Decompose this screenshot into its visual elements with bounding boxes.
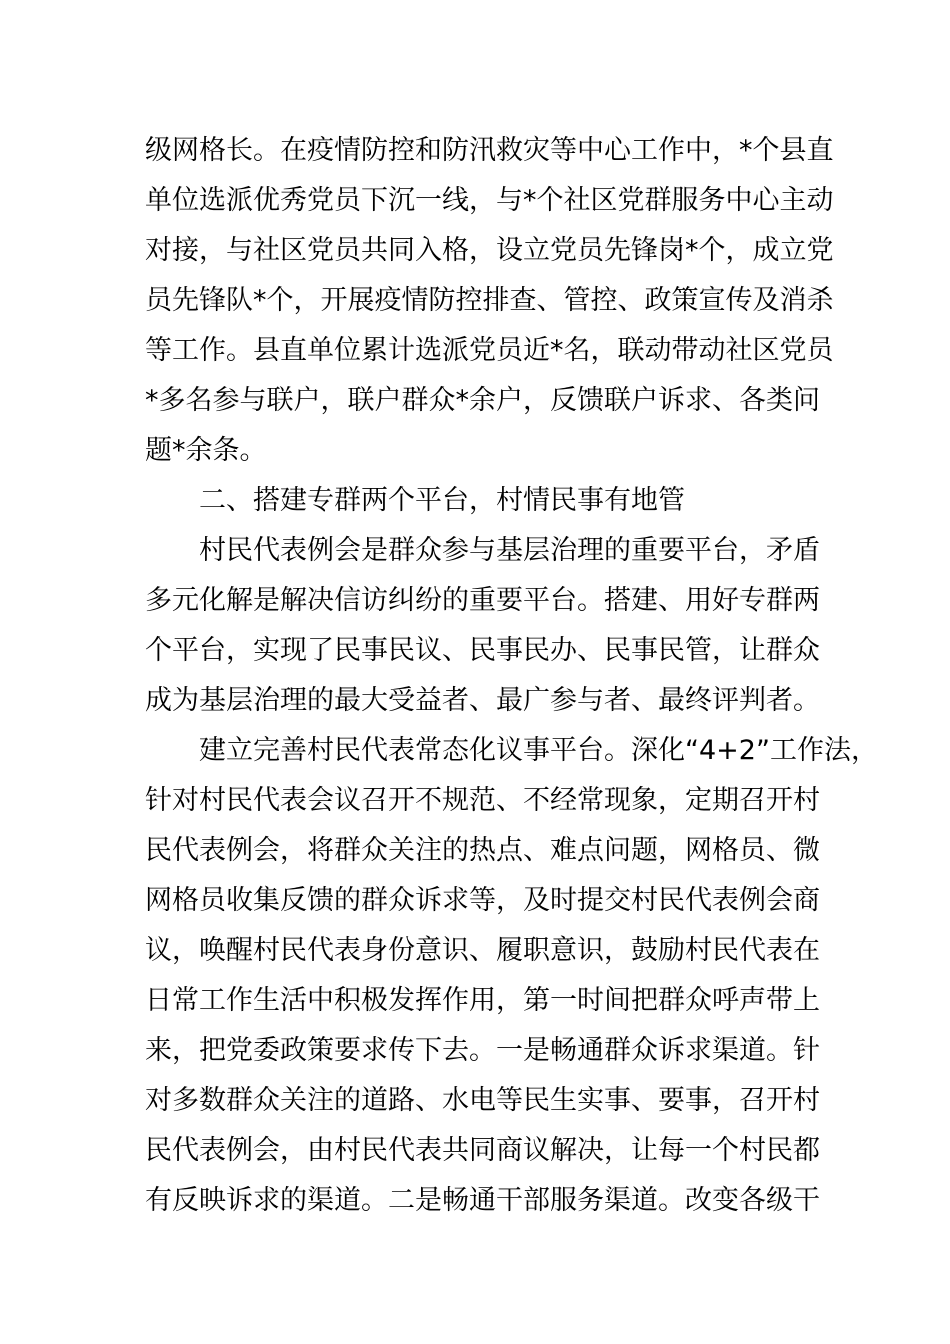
text-line: 对接，与社区党员共同入格，设立党员先锋岗*个，成立党 [145,235,834,266]
text-line: 个平台，实现了民事民议、民事民办、民事民管，让群众 [145,635,820,666]
section-heading: 二、搭建专群两个平台，村情民事有地管 [199,485,685,516]
text-line: 民代表例会，由村民代表共同商议解决，让每一个村民都 [145,1135,820,1166]
text-line: 民代表例会，将群众关注的热点、难点问题，网格员、微 [145,835,820,866]
text-line: 多元化解是解决信访纠纷的重要平台。搭建、用好专群两 [145,585,820,616]
text-line: 来，把党委政策要求传下去。一是畅通群众诉求渠道。针 [145,1035,820,1066]
text-line: 日常工作生活中积极发挥作用，第一时间把群众呼声带上 [145,985,820,1016]
text-line: *多名参与联户，联户群众*余户，反馈联户诉求、各类问 [145,385,820,416]
text-line: 建立完善村民代表常态化议事平台。深化“4+2”工作法， [199,735,878,766]
text-line: 针对村民代表会议召开不规范、不经常现象，定期召开村 [145,785,820,816]
text-line: 议，唤醒村民代表身份意识、履职意识，鼓励村民代表在 [145,935,820,966]
text-line: 对多数群众关注的道路、水电等民生实事、要事，召开村 [145,1085,820,1116]
text-line: 单位选派优秀党员下沉一线，与*个社区党群服务中心主动 [145,185,834,216]
text-line: 级网格长。在疫情防控和防汛救灾等中心工作中，*个县直 [145,135,834,166]
text-line: 成为基层治理的最大受益者、最广参与者、最终评判者。 [145,685,820,716]
text-line: 员先锋队*个，开展疫情防控排查、管控、政策宣传及消杀 [145,285,834,316]
text-line: 村民代表例会是群众参与基层治理的重要平台，矛盾 [199,535,820,566]
text-line: 题*余条。 [145,435,267,466]
text-line: 网格员收集反馈的群众诉求等，及时提交村民代表例会商 [145,885,820,916]
document-body [145,126,878,1226]
text-line: 有反映诉求的渠道。二是畅通干部服务渠道。改变各级干 [145,1185,820,1216]
text-line: 等工作。县直单位累计选派党员近*名，联动带动社区党员 [145,335,834,366]
